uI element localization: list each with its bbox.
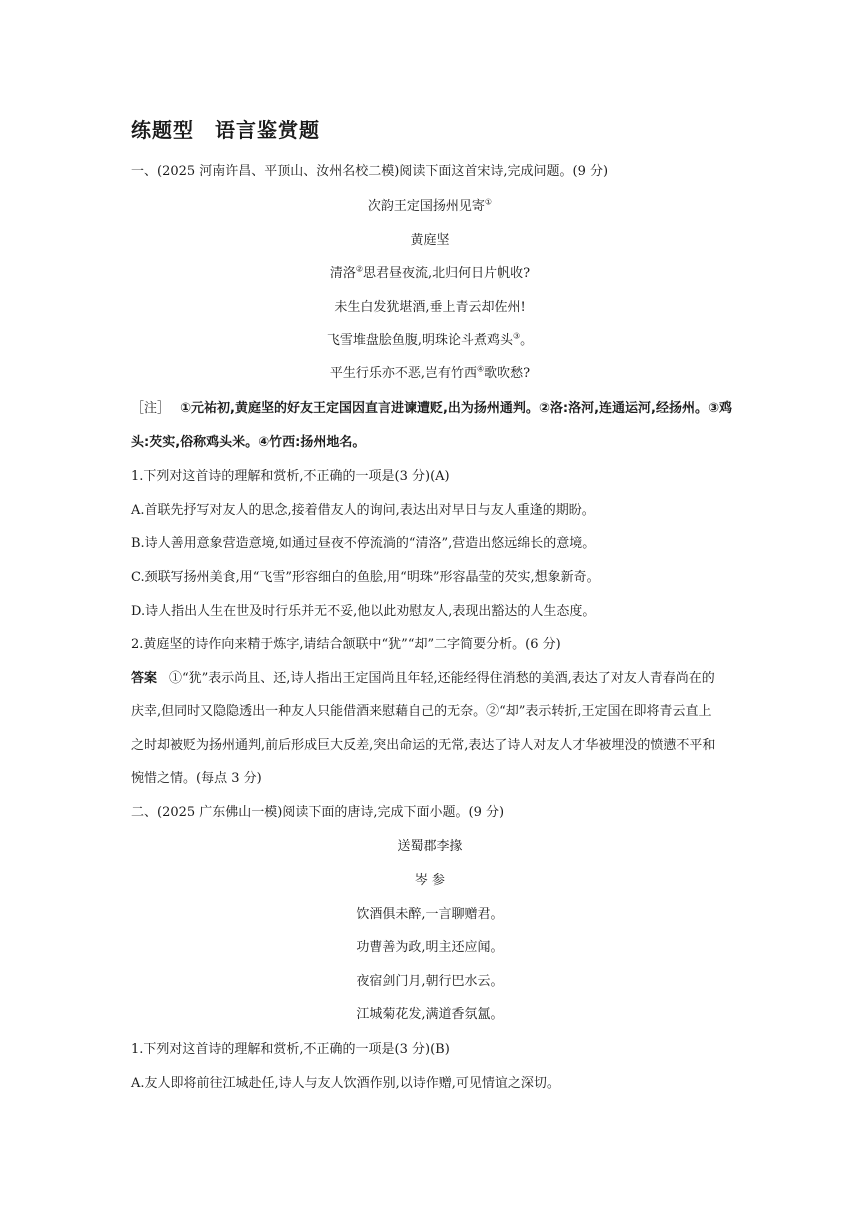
section1-heading: 一、(2025 河南许昌、平顶山、汝州名校二模)阅读下面这首宋诗,完成问题。(9 分) xyxy=(131,164,609,179)
poem2-line-2: 功曹善为政,明主还应闻。 xyxy=(356,940,504,955)
poem-text: 未生白发犹堪酒,垂上青云却佐州! xyxy=(334,300,526,315)
option-a: A.首联先抒写对友人的思念,接着借友人的询问,表达出对早日与友人重逢的期盼。 xyxy=(131,503,595,518)
page-title: 练题型 语言鉴赏题 xyxy=(131,118,320,142)
note-label: ［注］ xyxy=(131,401,171,416)
poem-text: 思君昼夜流,北归何日片帆收? xyxy=(363,266,531,281)
answer-line-1 xyxy=(131,667,715,686)
answer-text: ①“犹”表示尚且、还,诗人指出王定国尚且年轻,还能经得住消愁的美酒,表达了对友人青春尚在的 xyxy=(169,671,715,686)
poem1-line-4 xyxy=(0,362,860,381)
option-c: C.颈联写扬州美食,用“飞雪”形容细白的鱼脍,用“明珠”形容晶莹的芡实,想象新奇。 xyxy=(131,570,600,585)
poem1-line-2 xyxy=(0,296,860,315)
poem1-title-text: 次韵王定国扬州见寄 xyxy=(367,199,485,214)
poem1-line-3 xyxy=(0,329,860,348)
note-mark: ④ xyxy=(476,364,485,374)
poem1-title-note: ① xyxy=(484,197,493,207)
poem1-author: 黄庭坚 xyxy=(410,233,450,248)
option-d: D.诗人指出人生在世及时行乐并无不妥,他以此劝慰友人,表现出豁达的人生态度。 xyxy=(131,604,596,619)
note-mark: ③ xyxy=(512,331,521,341)
section2-heading: 二、(2025 广东佛山一模)阅读下面的唐诗,完成下面小题。(9 分) xyxy=(131,805,505,820)
answer-line-2: 庆幸,但同时又隐隐透出一种友人只能借酒来慰藉自己的无奈。②“却”表示转折,王定国在即将青云直上 xyxy=(131,704,712,719)
poem2-line-4: 江城菊花发,满道香氛氲。 xyxy=(356,1007,504,1022)
poem2-line-1: 饮酒俱未醉,一言聊赠君。 xyxy=(356,907,504,922)
poem-text: 。 xyxy=(520,333,534,348)
answer-label: 答案 xyxy=(131,671,158,686)
section1-question-2: 2.黄庭坚的诗作向来精于炼字,请结合颔联中“犹”“却”二字简要分析。(6 分) xyxy=(131,637,561,652)
poem2-line-3: 夜宿剑门月,朝行巴水云。 xyxy=(356,974,504,989)
poem-text: 清洛 xyxy=(329,266,356,281)
poem1-line-1 xyxy=(0,262,860,281)
poem-text: 飞雪堆盘脍鱼腹,明珠论斗煮鸡头 xyxy=(326,333,513,348)
note-text: ①元祐初,黄庭坚的好友王定国因直言进谏遭贬,出为扬州通判。②洛:洛河,连通运河,经扬州。③鸡 xyxy=(180,401,732,416)
poem1-notes-line2: 头:芡实,俗称鸡头米。④竹西:扬州地名。 xyxy=(131,435,366,450)
section1-question-1: 1.下列对这首诗的理解和赏析,不正确的一项是(3 分)(A) xyxy=(131,469,450,484)
section2-question-1: 1.下列对这首诗的理解和赏析,不正确的一项是(3 分)(B) xyxy=(131,1042,450,1057)
note-mark: ② xyxy=(355,264,364,274)
poem1-title xyxy=(0,195,860,214)
poem2-title: 送蜀郡李掾 xyxy=(397,839,463,854)
option-b: B.诗人善用意象营造意境,如通过昼夜不停流淌的“清洛”,营造出悠远绵长的意境。 xyxy=(131,536,596,551)
answer-line-4: 惋惜之情。(每点 3 分) xyxy=(131,771,262,786)
answer-line-3: 之时却被贬为扬州通判,前后形成巨大反差,突出命运的无常,表达了诗人对友人才华被埋没的愤懑不平和 xyxy=(131,738,716,753)
poem-text: 平生行乐亦不恶,岂有竹西 xyxy=(329,366,477,381)
poem2-author: 岑 参 xyxy=(414,873,446,888)
section2-option-a: A.友人即将前往江城赴任,诗人与友人饮酒作别,以诗作赠,可见情谊之深切。 xyxy=(131,1076,560,1091)
poem-text: 歌吹愁? xyxy=(484,366,531,381)
poem1-notes-line1 xyxy=(131,397,732,416)
